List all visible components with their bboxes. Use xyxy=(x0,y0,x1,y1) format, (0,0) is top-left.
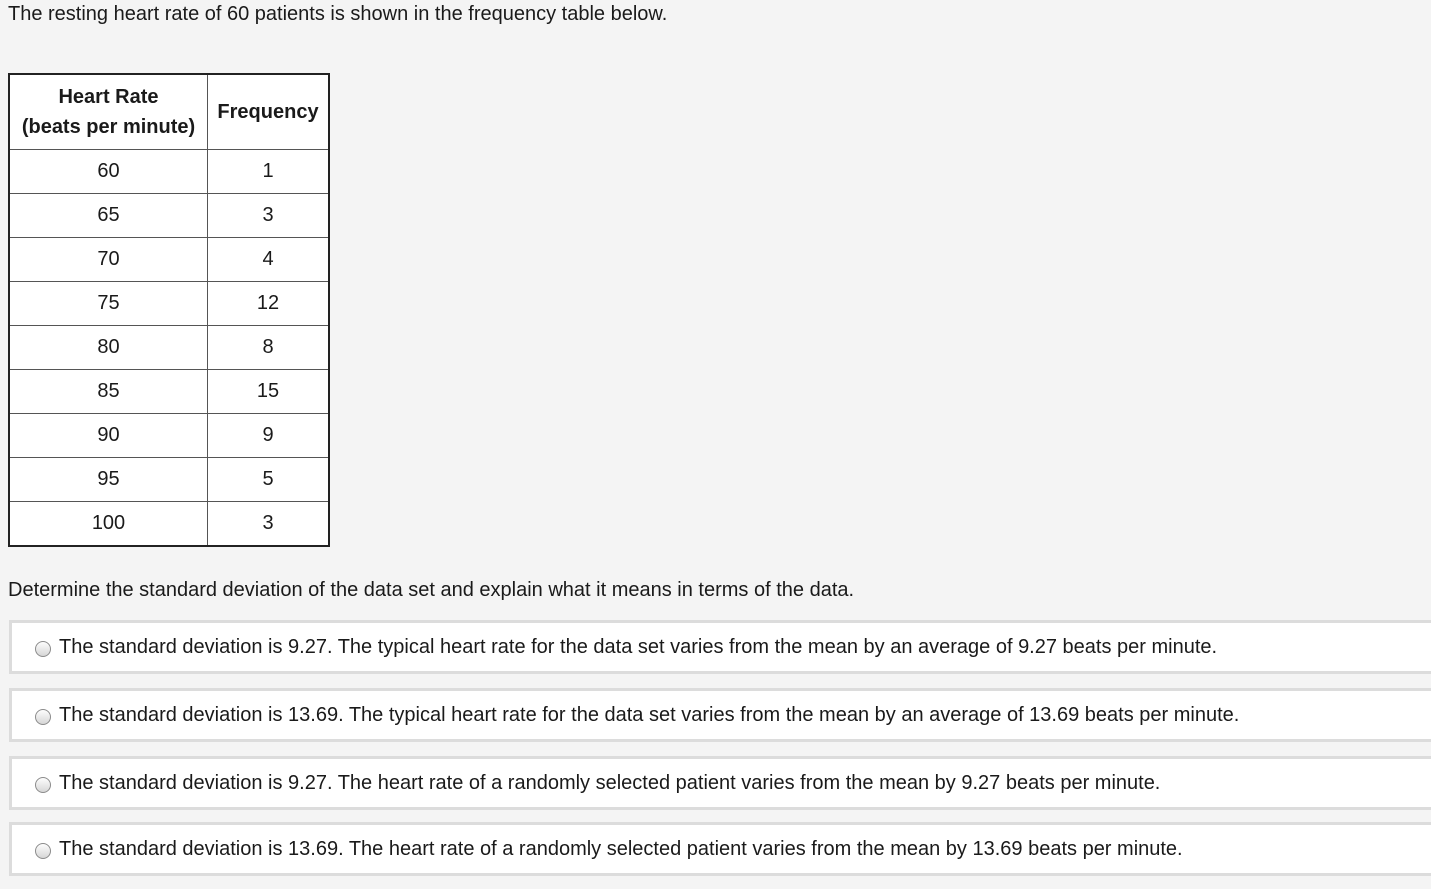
answer-option-a[interactable] xyxy=(9,620,1431,674)
frequency-cell: 9 xyxy=(208,414,330,458)
frequency-table xyxy=(8,73,330,547)
radio-button-c[interactable] xyxy=(35,777,51,793)
intro-text: The resting heart rate of 60 patients is shown in the frequency table below. xyxy=(8,3,668,25)
heart-rate-cell: 65 xyxy=(9,194,208,238)
table-row xyxy=(9,414,329,458)
table-row xyxy=(9,326,329,370)
answer-option-b[interactable] xyxy=(9,688,1431,742)
answer-option-label: The standard deviation is 9.27. The heart rate of a randomly selected patient varies from the mean by 9.27 beats per minute. xyxy=(59,772,1161,794)
table-row xyxy=(9,238,329,282)
heart-rate-cell: 60 xyxy=(9,150,208,194)
table-row xyxy=(9,282,329,326)
table-row xyxy=(9,458,329,502)
radio-button-a[interactable] xyxy=(35,641,51,657)
heart-rate-header-line1: Heart Rate xyxy=(58,86,159,108)
heart-rate-cell: 70 xyxy=(9,238,208,282)
table-row xyxy=(9,150,329,194)
heart-rate-cell: 100 xyxy=(9,502,208,547)
frequency-cell: 12 xyxy=(208,282,330,326)
answer-option-d[interactable] xyxy=(9,822,1431,876)
frequency-cell: 3 xyxy=(208,502,330,547)
heart-rate-header-line2: (beats per minute) xyxy=(21,116,196,138)
frequency-cell: 8 xyxy=(208,326,330,370)
table-header-row xyxy=(9,74,329,150)
heart-rate-header xyxy=(9,74,208,150)
frequency-header: Frequency xyxy=(208,74,330,150)
frequency-cell: 15 xyxy=(208,370,330,414)
table-row xyxy=(9,194,329,238)
frequency-cell: 3 xyxy=(208,194,330,238)
answer-option-label: The standard deviation is 13.69. The heart rate of a randomly selected patient varies from the mean by 13.69 beats per minute. xyxy=(59,838,1183,860)
answer-option-label: The standard deviation is 13.69. The typical heart rate for the data set varies from the mean by an average of 13.69 beats per minute. xyxy=(59,704,1240,726)
table-row xyxy=(9,502,329,547)
radio-button-b[interactable] xyxy=(35,709,51,725)
frequency-cell: 1 xyxy=(208,150,330,194)
heart-rate-cell: 75 xyxy=(9,282,208,326)
radio-button-d[interactable] xyxy=(35,843,51,859)
answer-option-c[interactable] xyxy=(9,756,1431,810)
question-text: Determine the standard deviation of the data set and explain what it means in terms of the data. xyxy=(8,579,855,601)
heart-rate-cell: 80 xyxy=(9,326,208,370)
table-row xyxy=(9,370,329,414)
frequency-cell: 4 xyxy=(208,238,330,282)
heart-rate-cell: 95 xyxy=(9,458,208,502)
frequency-cell: 5 xyxy=(208,458,330,502)
heart-rate-cell: 90 xyxy=(9,414,208,458)
answer-option-label: The standard deviation is 9.27. The typical heart rate for the data set varies from the mean by an average of 9.27 beats per minute. xyxy=(59,636,1218,658)
heart-rate-cell: 85 xyxy=(9,370,208,414)
